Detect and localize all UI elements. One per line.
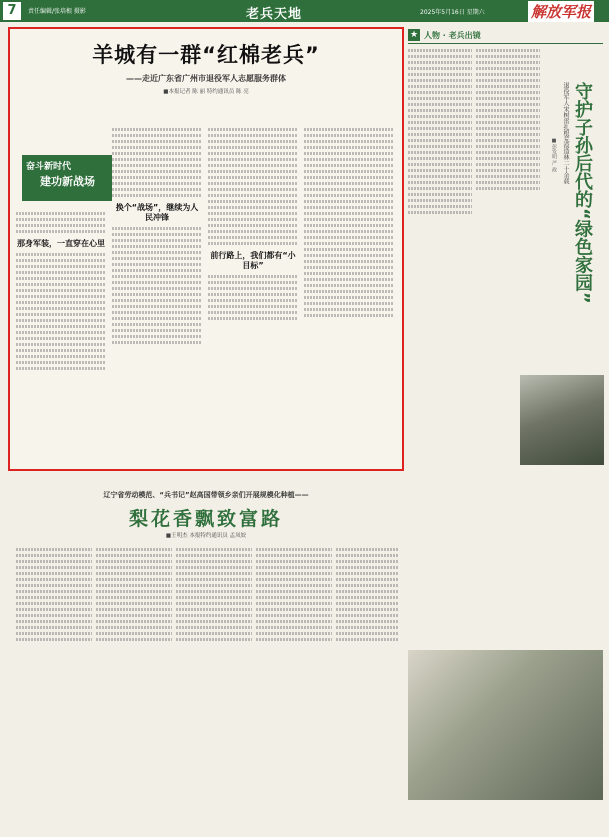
right-feature-byline: ■彭发明 严 政 xyxy=(551,138,557,173)
right-feature-subtitle: 退役军人宋树雷扎根荒漠造林二十余载 xyxy=(562,82,569,184)
article-column-4 xyxy=(304,125,394,459)
page-header xyxy=(0,0,609,22)
issue-date: 2025年5月16日 星期六 xyxy=(420,9,485,16)
main-article-title: 羊城有一群“红棉老兵” xyxy=(92,43,320,67)
main-article-subtitle: ——走近广东省广州市退役军人志愿服务群体 xyxy=(126,74,286,83)
person-icon: ★ xyxy=(409,30,419,40)
right-feature-column-1 xyxy=(408,46,472,646)
lower-article-column-1 xyxy=(16,545,92,830)
lower-article-column-2 xyxy=(96,545,172,830)
right-feature-title: 守护子孙后代的“绿色家园” xyxy=(572,82,593,304)
section-title: 老兵天地 xyxy=(246,7,303,22)
banner-line-2: 建功新战场 xyxy=(40,175,95,188)
lower-article-byline: ■王明杰 本报特约通讯员 孟凤姣 xyxy=(165,533,247,539)
article-column-3 xyxy=(208,125,298,459)
page-number: 7 xyxy=(3,2,21,20)
newspaper-logo: 解放军报 xyxy=(528,1,594,22)
right-feature-tag-text: 人物 · 老兵出镜 xyxy=(424,31,481,40)
main-article[interactable] xyxy=(8,27,404,471)
sub-heading-2: 换个“战场”，继续为人民冲锋 xyxy=(115,203,199,222)
right-feature-column-2 xyxy=(476,46,540,646)
column-banner xyxy=(22,155,112,201)
banner-line-1: 奋斗新时代 xyxy=(26,162,72,172)
right-feature-tag xyxy=(408,27,603,44)
lower-article-column-3 xyxy=(176,545,252,830)
main-article-byline: ■本报记者 陈 丽 特约通讯员 陈 亮 xyxy=(163,89,249,95)
feature-photo-portrait[interactable] xyxy=(520,375,604,465)
feature-photo-landscape[interactable] xyxy=(408,650,603,800)
editor-credit: 责任编辑/张培根 摄影 xyxy=(28,8,86,15)
sub-heading-3: 前行路上，我们都有“小目标” xyxy=(210,251,296,270)
lower-article-column-4 xyxy=(256,545,332,830)
article-column-1 xyxy=(16,209,106,459)
article-column-2 xyxy=(112,125,202,459)
lower-article-kicker: 辽宁省劳动模范、“兵书记”赵高国带领乡亲们开展规模化种植—— xyxy=(103,491,309,499)
lower-article-column-5 xyxy=(336,545,398,830)
sub-heading-1: 那身军装，一直穿在心里 xyxy=(17,239,105,248)
lower-article-title: 梨花香飘致富路 xyxy=(128,508,283,530)
